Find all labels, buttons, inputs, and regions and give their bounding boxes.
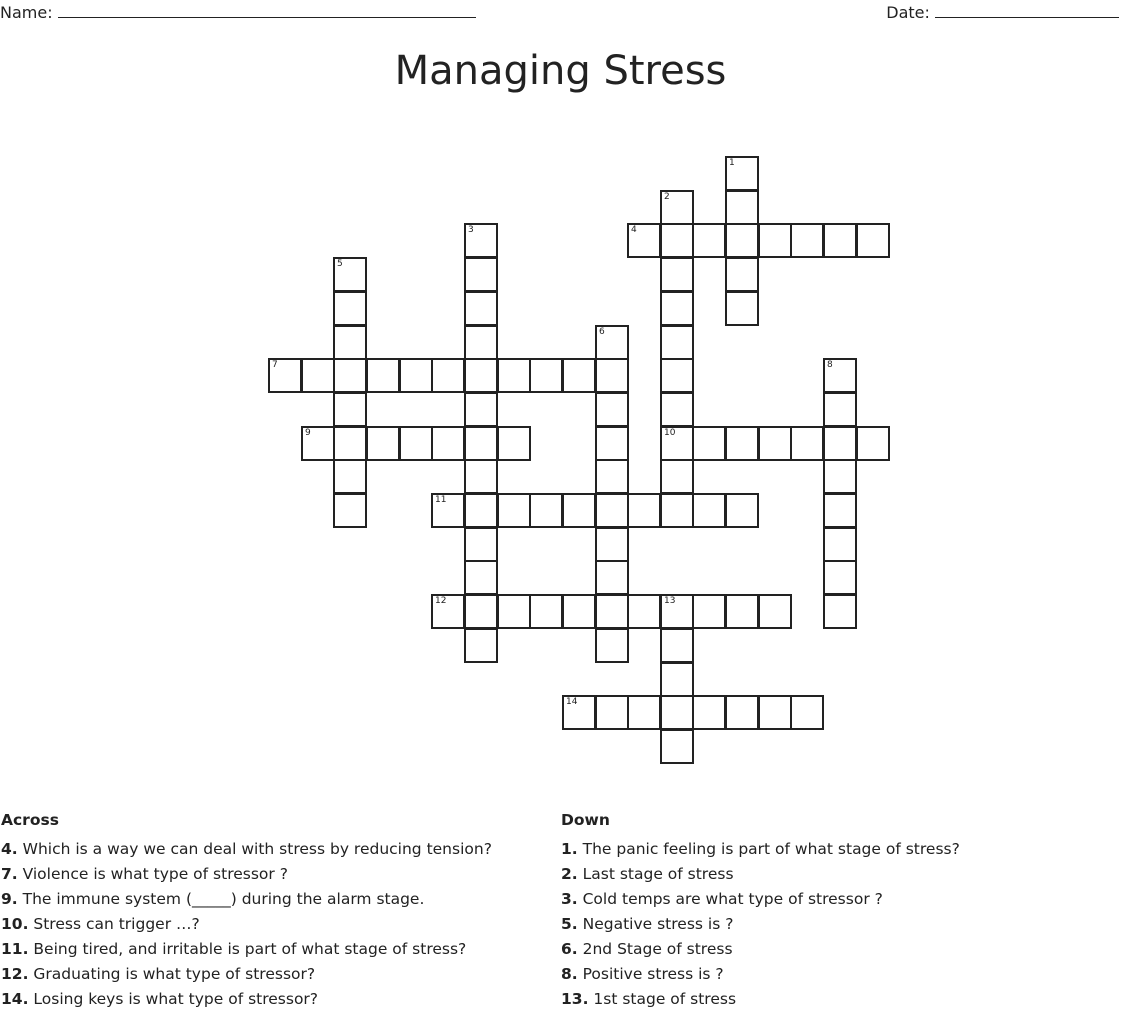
name-blank-line: [58, 3, 476, 18]
grid-cell[interactable]: [790, 426, 824, 461]
clue-number: 1.: [561, 840, 578, 858]
grid-cell[interactable]: [660, 695, 694, 730]
grid-cell[interactable]: [595, 695, 629, 730]
grid-cell[interactable]: [595, 527, 629, 562]
cell-number: 13: [664, 596, 676, 606]
grid-cell[interactable]: [627, 695, 661, 730]
grid-cell[interactable]: [464, 459, 498, 494]
clue-text: Violence is what type of stressor ?: [17, 865, 288, 883]
grid-cell[interactable]: [823, 493, 857, 528]
grid-cell[interactable]: [725, 156, 759, 191]
across-heading: Across: [1, 811, 59, 829]
down-clues: [561, 812, 960, 1012]
clue-number: 8.: [561, 965, 578, 983]
grid-cell[interactable]: [627, 493, 661, 528]
clue-text: Positive stress is ?: [577, 965, 724, 983]
clue-number: 9.: [1, 890, 18, 908]
grid-cell[interactable]: [660, 223, 694, 258]
grid-cell[interactable]: [725, 426, 759, 461]
grid-cell[interactable]: [562, 358, 596, 393]
grid-cell[interactable]: [431, 426, 465, 461]
grid-cell[interactable]: [660, 426, 694, 461]
grid-cell[interactable]: [529, 493, 563, 528]
across-clue-4: [1, 837, 492, 862]
clue-text: The immune system (_____) during the alarm stage.: [17, 890, 425, 908]
across-clue-10: [1, 912, 492, 937]
clue-number: 10.: [1, 915, 29, 933]
grid-cell[interactable]: [333, 291, 367, 326]
page-title: Managing Stress: [394, 48, 727, 94]
grid-cell[interactable]: [790, 695, 824, 730]
down-clue-2: [561, 862, 960, 887]
grid-cell[interactable]: [464, 392, 498, 427]
grid-cell[interactable]: [692, 594, 726, 629]
grid-cell[interactable]: [660, 358, 694, 393]
grid-cell[interactable]: [725, 594, 759, 629]
cell-number: 14: [566, 697, 578, 707]
clue-number: 14.: [1, 990, 29, 1008]
grid-cell[interactable]: [464, 594, 498, 629]
across-clue-7: [1, 862, 492, 887]
grid-cell[interactable]: [823, 358, 857, 393]
cell-number: 10: [664, 428, 676, 438]
grid-cell[interactable]: [725, 257, 759, 292]
grid-cell[interactable]: [725, 291, 759, 326]
grid-cell[interactable]: [268, 358, 302, 393]
grid-cell[interactable]: [562, 695, 596, 730]
clue-number: 7.: [1, 865, 18, 883]
grid-cell[interactable]: [758, 223, 792, 258]
grid-cell[interactable]: [464, 628, 498, 663]
grid-cell[interactable]: [497, 426, 531, 461]
name-field[interactable]: [0, 3, 476, 22]
grid-cell[interactable]: [497, 358, 531, 393]
clue-number: 13.: [561, 990, 589, 1008]
grid-cell[interactable]: [660, 257, 694, 292]
grid-cell[interactable]: [333, 358, 367, 393]
cell-number: 5: [337, 259, 343, 269]
grid-cell[interactable]: [660, 392, 694, 427]
grid-cell[interactable]: [595, 459, 629, 494]
clue-number: 2.: [561, 865, 578, 883]
grid-cell[interactable]: [301, 426, 335, 461]
across-clue-14: [1, 987, 492, 1012]
cell-number: 8: [827, 360, 833, 370]
down-clue-8: [561, 962, 960, 987]
grid-cell[interactable]: [464, 257, 498, 292]
grid-cell[interactable]: [758, 426, 792, 461]
clue-number: 11.: [1, 940, 29, 958]
grid-cell[interactable]: [758, 695, 792, 730]
clue-number: 4.: [1, 840, 18, 858]
grid-cell[interactable]: [464, 325, 498, 360]
down-clue-3: [561, 887, 960, 912]
cell-number: 6: [599, 327, 605, 337]
clue-number: 3.: [561, 890, 578, 908]
cell-number: 4: [631, 225, 637, 235]
down-heading: Down: [561, 811, 610, 829]
grid-cell[interactable]: [660, 459, 694, 494]
grid-cell[interactable]: [464, 291, 498, 326]
grid-cell[interactable]: [595, 560, 629, 595]
grid-cell[interactable]: [856, 223, 890, 258]
grid-cell[interactable]: [692, 493, 726, 528]
grid-cell[interactable]: [562, 594, 596, 629]
clue-number: 12.: [1, 965, 29, 983]
clue-number: 5.: [561, 915, 578, 933]
cell-number: 11: [435, 495, 447, 505]
grid-cell[interactable]: [660, 493, 694, 528]
across-clue-11: [1, 937, 492, 962]
clue-text: Stress can trigger …?: [28, 915, 200, 933]
clue-text: Graduating is what type of stressor?: [28, 965, 316, 983]
grid-cell[interactable]: [725, 695, 759, 730]
clue-text: Which is a way we can deal with stress by reducing tension?: [17, 840, 492, 858]
grid-cell[interactable]: [823, 594, 857, 629]
grid-cell[interactable]: [660, 628, 694, 663]
grid-cell[interactable]: [660, 594, 694, 629]
grid-cell[interactable]: [529, 594, 563, 629]
clue-text: Losing keys is what type of stressor?: [28, 990, 319, 1008]
grid-cell[interactable]: [595, 594, 629, 629]
clue-text: The panic feeling is part of what stage of stress?: [577, 840, 960, 858]
grid-cell[interactable]: [464, 426, 498, 461]
grid-cell[interactable]: [856, 426, 890, 461]
grid-cell[interactable]: [529, 358, 563, 393]
grid-cell[interactable]: [333, 493, 367, 528]
grid-cell[interactable]: [464, 527, 498, 562]
cell-number: 7: [272, 360, 278, 370]
clue-number: 6.: [561, 940, 578, 958]
grid-cell[interactable]: [660, 662, 694, 697]
grid-cell[interactable]: [399, 358, 433, 393]
grid-cell[interactable]: [660, 291, 694, 326]
cell-number: 9: [305, 428, 311, 438]
grid-cell[interactable]: [660, 325, 694, 360]
grid-cell[interactable]: [464, 223, 498, 258]
cell-number: 12: [435, 596, 447, 606]
grid-cell[interactable]: [333, 426, 367, 461]
grid-cell[interactable]: [823, 426, 857, 461]
grid-cell[interactable]: [725, 493, 759, 528]
grid-cell[interactable]: [497, 594, 531, 629]
grid-cell[interactable]: [595, 358, 629, 393]
grid-cell[interactable]: [823, 527, 857, 562]
clue-text: 1st stage of stress: [588, 990, 737, 1008]
cell-number: 3: [468, 225, 474, 235]
grid-cell[interactable]: [595, 426, 629, 461]
grid-cell[interactable]: [464, 560, 498, 595]
down-clue-13: [561, 987, 960, 1012]
down-clue-5: [561, 912, 960, 937]
grid-cell[interactable]: [333, 459, 367, 494]
grid-cell[interactable]: [692, 426, 726, 461]
grid-cell[interactable]: [399, 426, 433, 461]
grid-cell[interactable]: [464, 358, 498, 393]
grid-cell[interactable]: [725, 190, 759, 225]
across-clue-9: [1, 887, 492, 912]
across-clues: [1, 812, 492, 1012]
down-clue-1: [561, 837, 960, 862]
grid-cell[interactable]: [758, 594, 792, 629]
grid-cell[interactable]: [333, 392, 367, 427]
grid-cell[interactable]: [562, 493, 596, 528]
name-label: Name:: [0, 3, 53, 22]
grid-cell[interactable]: [660, 729, 694, 764]
cell-number: 2: [664, 192, 670, 202]
grid-cell[interactable]: [595, 493, 629, 528]
clue-text: 2nd Stage of stress: [577, 940, 733, 958]
date-field[interactable]: [886, 3, 1119, 22]
down-clue-6: [561, 937, 960, 962]
grid-cell[interactable]: [333, 257, 367, 292]
grid-cell[interactable]: [725, 223, 759, 258]
grid-cell[interactable]: [595, 628, 629, 663]
date-blank-line: [935, 3, 1119, 18]
grid-cell[interactable]: [301, 358, 335, 393]
grid-cell[interactable]: [431, 493, 465, 528]
grid-cell[interactable]: [431, 358, 465, 393]
grid-cell[interactable]: [497, 493, 531, 528]
grid-cell[interactable]: [464, 493, 498, 528]
cell-number: 1: [729, 158, 735, 168]
grid-cell[interactable]: [627, 594, 661, 629]
grid-cell[interactable]: [823, 223, 857, 258]
grid-cell[interactable]: [660, 190, 694, 225]
grid-cell[interactable]: [823, 560, 857, 595]
clue-text: Last stage of stress: [577, 865, 734, 883]
clue-text: Being tired, and irritable is part of what stage of stress?: [28, 940, 467, 958]
across-clue-12: [1, 962, 492, 987]
grid-cell[interactable]: [823, 392, 857, 427]
grid-cell[interactable]: [595, 325, 629, 360]
grid-cell[interactable]: [627, 223, 661, 258]
clue-text: Cold temps are what type of stressor ?: [577, 890, 883, 908]
clue-text: Negative stress is ?: [577, 915, 734, 933]
grid-cell[interactable]: [692, 223, 726, 258]
grid-cell[interactable]: [790, 223, 824, 258]
grid-cell[interactable]: [823, 459, 857, 494]
grid-cell[interactable]: [431, 594, 465, 629]
grid-cell[interactable]: [692, 695, 726, 730]
grid-cell[interactable]: [366, 426, 400, 461]
grid-cell[interactable]: [595, 392, 629, 427]
date-label: Date:: [886, 3, 930, 22]
grid-cell[interactable]: [366, 358, 400, 393]
grid-cell[interactable]: [333, 325, 367, 360]
